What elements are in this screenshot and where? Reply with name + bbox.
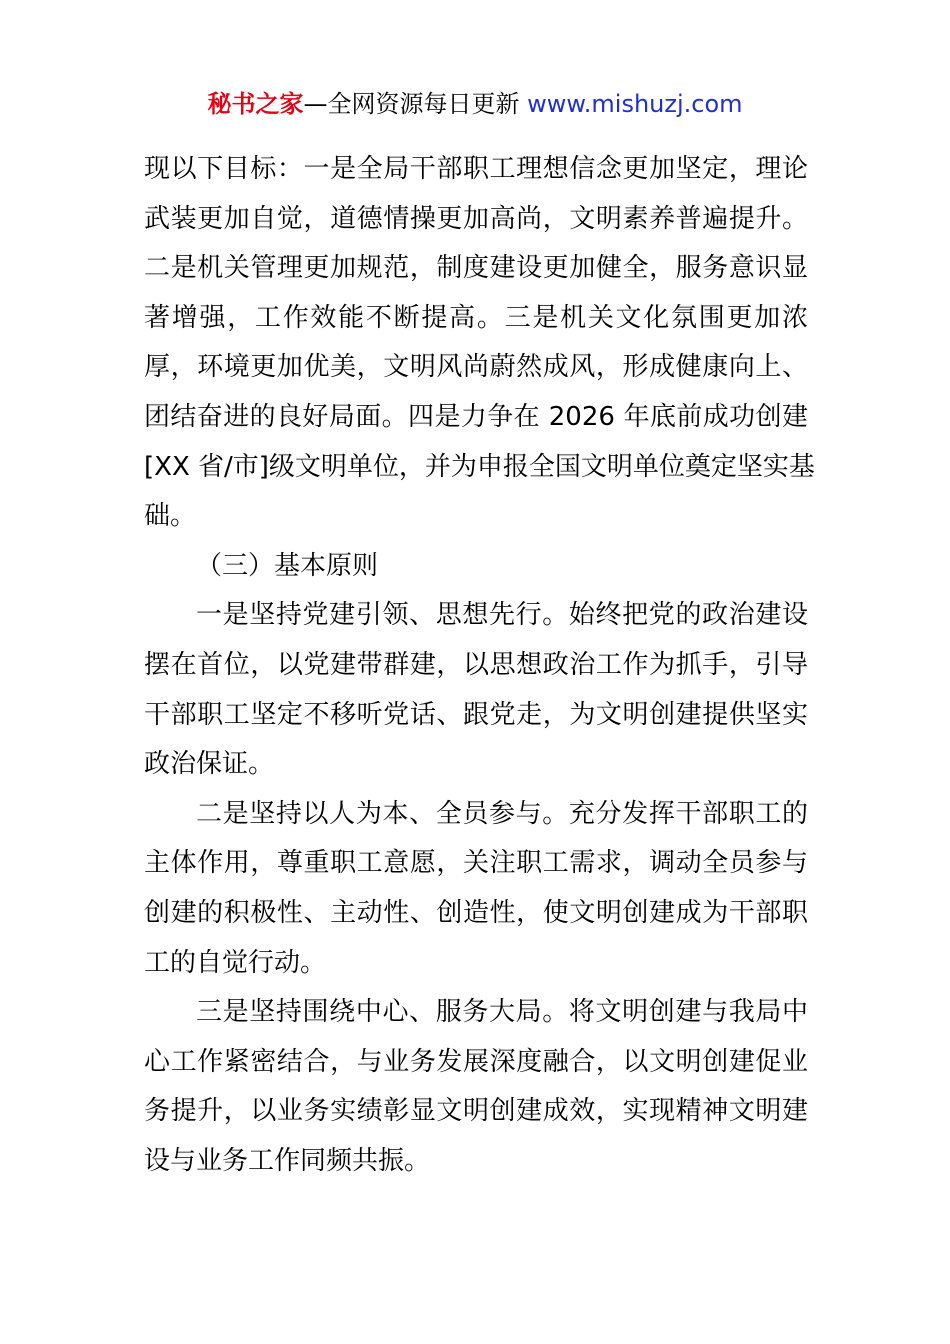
paragraph-line: 干部职工坚定不移听党话、跟党走，为文明创建提供坚实 (144, 699, 808, 730)
paragraph-line: 二是坚持以人为本、全员参与。充分发挥干部职工的 (196, 798, 808, 829)
site-url-link[interactable]: www.mishuzj.com (527, 90, 743, 118)
section-heading: （三）基本原则 (196, 550, 379, 581)
paragraph-line: 一是坚持党建引领、思想先行。始终把党的政治建设 (196, 600, 808, 631)
paragraph-line: 现以下目标：一是全局干部职工理想信念更加坚定，理论 (144, 154, 808, 184)
paragraph-line: 二是机关管理更加规范，制度建设更加健全，服务意识显 (144, 253, 808, 284)
paragraph-line: 三是坚持围绕中心、服务大局。将文明创建与我局中 (196, 997, 808, 1028)
site-header (0, 86, 950, 122)
paragraph-line: 著增强，工作效能不断提高。三是机关文化氛围更加浓 (144, 302, 808, 333)
brand-name: 秘书之家 (207, 90, 304, 118)
paragraph-line: 创建的积极性、主动性、创造性，使文明创建成为干部职 (144, 897, 808, 928)
paragraph-line: 设与业务工作同频共振。 (144, 1145, 431, 1176)
paragraph-line: 团结奋进的良好局面。四是力争在 2026 年底前成功创建 (144, 401, 808, 432)
paragraph-line: 厚，环境更加优美，文明风尚蔚然成风，形成健康向上、 (144, 352, 808, 383)
paragraph-line: 工的自觉行动。 (144, 947, 327, 978)
paragraph-line: 武装更加自觉，道德情操更加高尚，文明素养普遍提升。 (144, 203, 808, 234)
paragraph-line: [XX 省/市]级文明单位，并为申报全国文明单位奠定坚实基 (144, 451, 815, 482)
paragraph-line: 心工作紧密结合，与业务发展深度融合，以文明创建促业 (144, 1046, 808, 1077)
paragraph-line: 务提升，以业务实绩彰显文明创建成效，实现精神文明建 (144, 1096, 808, 1127)
document-body (144, 145, 815, 1186)
paragraph-line: 础。 (144, 501, 197, 532)
paragraph-line: 主体作用，尊重职工意愿，关注职工需求，调动全员参与 (144, 848, 808, 879)
paragraph-line: 政治保证。 (144, 749, 275, 780)
paragraph-line: 摆在首位，以党建带群建，以思想政治工作为抓手，引导 (144, 649, 808, 680)
header-tagline: —全网资源每日更新 (303, 90, 528, 118)
